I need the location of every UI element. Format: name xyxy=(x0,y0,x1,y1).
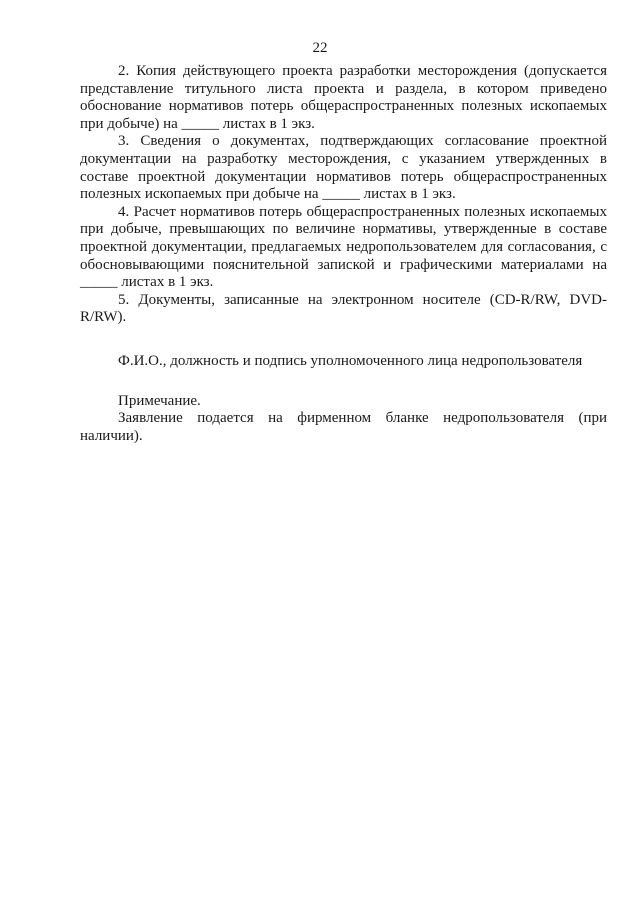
note-title: Примечание. xyxy=(118,392,201,409)
list-item-3: 3. Сведения о документах, подтверждающих согласование проектной документации на разработку месторождения, с указанием утвержденных в составе проектной документации нормативов потерь общераспространенных полезных ископаемых при добыче на _____ листах в 1 экз. xyxy=(80,133,607,203)
document-body xyxy=(80,63,607,445)
list-item-5: 5. Документы, записанные на электронном носителе (CD-R/RW, DVD-R/RW). xyxy=(80,291,607,326)
page-number: 22 xyxy=(312,40,328,56)
list-item-2: 2. Копия действующего проекта разработки месторождения (допускается представление титульного листа проекта и раздела, в котором приведено обоснование нормативов потерь общераспространенных полезных ископаемых при добыче) на _____ листах в 1 экз. xyxy=(80,63,607,132)
signature-line: Ф.И.О., должность и подпись уполномоченного лица недропользователя xyxy=(118,352,583,369)
list-item-4: 4. Расчет нормативов потерь общераспространенных полезных ископаемых при добыче, превышающих по величине нормативы, утвержденные в составе проектной документации, предлагаемых недропользователем для согласования, с обосновывающими пояснительной запиской и графическими материалами на _____ листах в 1 экз. xyxy=(80,203,607,291)
note-text: Заявление подается на фирменном бланке недропользователя (при наличии). xyxy=(80,410,607,444)
